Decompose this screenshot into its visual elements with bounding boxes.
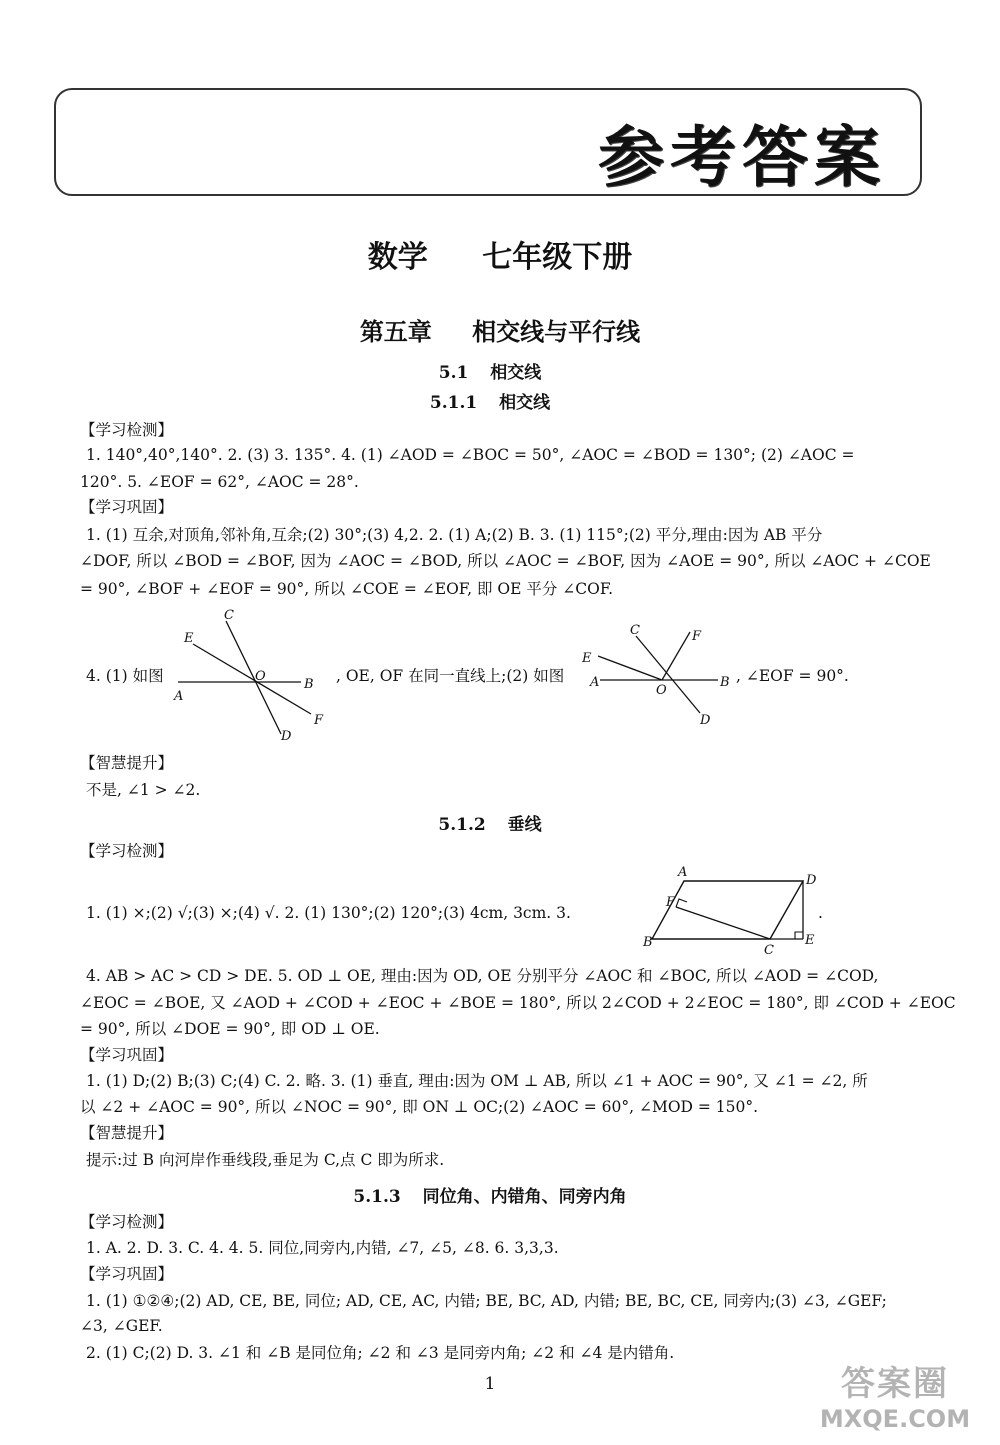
tag-wisdom: 【智慧提升】 xyxy=(80,754,174,772)
tag-check: 【学习检测】 xyxy=(80,842,174,860)
watermark xyxy=(800,1356,990,1436)
section-name: 相交线 xyxy=(490,363,542,383)
answer-line: 1. (1) 互余,对顶角,邻补角,互余;(2) 30°;(3) 4,2. 2. (1) A;(2) B. 3. (1) 115°;(2) 平分,理由:因为 AB 平分 xyxy=(86,526,823,544)
section-number: 5.1 xyxy=(438,363,469,383)
section-number: 5.1.3 xyxy=(353,1187,401,1207)
label-e: E xyxy=(582,651,592,666)
label-b: B xyxy=(304,677,314,692)
watermark-logo-text: 答案圈 xyxy=(841,1364,949,1404)
answer-line: , ∠EOF = 90°. xyxy=(736,667,849,685)
answer-line: 4. (1) 如图 xyxy=(86,667,164,685)
answer-line: 1. (1) ×;(2) √;(3) ×;(4) √. 2. (1) 130°;(2) 120°;(3) 4cm, 3cm. 3. xyxy=(86,904,571,922)
answer-line: 以 ∠2 + ∠AOC = 90°, 所以 ∠NOC = 90°, 即 ON ⊥ OC;(2) ∠AOC = 60°, ∠MOD = 150°. xyxy=(80,1098,759,1116)
answer-line: ∠DOF, 所以 ∠BOD = ∠BOF, 因为 ∠AOC = ∠BOD, 所以 ∠AOC = ∠BOF, 因为 ∠AOE = 90°, 所以 ∠AOC + ∠COE xyxy=(80,552,931,570)
tag-check: 【学习检测】 xyxy=(80,1213,174,1231)
watermark-site: MXQE.COM xyxy=(819,1405,971,1433)
tag-consolidate: 【学习巩固】 xyxy=(80,498,174,516)
section-name: 相交线 xyxy=(499,393,551,413)
section-name: 同位角、内错角、同旁内角 xyxy=(422,1187,627,1207)
label-f: F xyxy=(314,713,324,728)
section-5-1-heading xyxy=(0,358,980,383)
label-b: B xyxy=(643,935,653,950)
label-b: B xyxy=(720,675,730,690)
label-a: A xyxy=(678,865,688,880)
answer-line: 提示:过 B 向河岸作垂线段,垂足为 C,点 C 即为所求. xyxy=(86,1151,445,1169)
label-d: D xyxy=(806,873,817,888)
answer-line: 1. 140°,40°,140°. 2. (3) 3. 135°. 4. (1) ∠AOD = ∠BOC = 50°, ∠AOC = ∠BOD = 130°; (2) ∠AOC = xyxy=(86,446,855,464)
label-c: C xyxy=(224,608,234,623)
section-5-1-3-heading xyxy=(0,1182,980,1207)
label-o: O xyxy=(255,669,266,684)
answer-line: 1. (1) D;(2) B;(3) C;(4) C. 2. 略. 3. (1) 垂直, 理由:因为 OM ⊥ AB, 所以 ∠1 + AOC = 90°, 又 ∠1 = ∠2, 所 xyxy=(86,1072,868,1090)
answer-line: = 90°, 所以 ∠DOE = 90°, 即 OD ⊥ OE. xyxy=(80,1020,380,1038)
chapter-name: 相交线与平行线 xyxy=(472,318,641,346)
figure-intersecting-lines-2 xyxy=(578,618,738,730)
answer-line: = 90°, ∠BOF + ∠EOF = 90°, 所以 ∠COE = ∠EOF, 即 OE 平分 ∠COF. xyxy=(80,580,614,598)
book-title xyxy=(0,232,1000,276)
answer-line: 4. AB > AC > CD > DE. 5. OD ⊥ OE, 理由:因为 OD, OE 分别平分 ∠AOC 和 ∠BOC, 所以 ∠AOD = ∠COD, xyxy=(86,967,879,985)
label-d: D xyxy=(281,729,292,744)
figure-parallelogram xyxy=(640,862,820,954)
label-d: D xyxy=(700,713,711,728)
label-o: O xyxy=(656,683,667,698)
label-c: C xyxy=(764,943,774,954)
label-c: C xyxy=(630,623,640,638)
label-f: F xyxy=(692,629,702,644)
answer-line: ∠EOC = ∠BOE, 又 ∠AOD + ∠COD + ∠EOC + ∠BOE = 180°, 所以 2∠COD + 2∠EOC = 180°, 即 ∠COD + ∠EOC xyxy=(80,994,956,1012)
answer-line: 2. (1) C;(2) D. 3. ∠1 和 ∠B 是同位角; ∠2 和 ∠3 是同旁内角; ∠2 和 ∠4 是内错角. xyxy=(86,1344,675,1362)
banner-title: 参考答案 xyxy=(598,119,886,196)
label-f: F xyxy=(666,895,676,910)
label-a: A xyxy=(174,689,184,704)
answer-line: ∠3, ∠GEF. xyxy=(80,1317,163,1335)
section-name: 垂线 xyxy=(507,815,542,835)
grade: 七年级下册 xyxy=(482,240,633,275)
chapter-title xyxy=(0,312,1000,347)
header-banner xyxy=(54,88,922,196)
subject: 数学 xyxy=(367,240,428,275)
tag-consolidate: 【学习巩固】 xyxy=(80,1265,174,1283)
tag-check: 【学习检测】 xyxy=(80,421,174,439)
section-5-1-2-heading xyxy=(0,810,980,835)
section-5-1-1-heading xyxy=(0,388,980,413)
label-a: A xyxy=(590,675,600,690)
section-number: 5.1.1 xyxy=(429,393,478,413)
label-e: E xyxy=(184,631,194,646)
figure-intersecting-lines-1 xyxy=(168,604,338,744)
section-number: 5.1.2 xyxy=(438,815,486,835)
answer-line: . xyxy=(818,904,823,922)
page-number: 1 xyxy=(484,1374,496,1394)
tag-wisdom: 【智慧提升】 xyxy=(80,1124,174,1142)
label-e: E xyxy=(805,933,815,948)
answer-line: 不是, ∠1 > ∠2. xyxy=(86,781,201,799)
answer-line: 1. (1) ①②④;(2) AD, CE, BE, 同位; AD, CE, AC, 内错; BE, BC, AD, 内错; BE, BC, CE, 同旁内;(3) ∠3, ∠GEF; xyxy=(86,1292,887,1310)
answer-line: , OE, OF 在同一直线上;(2) 如图 xyxy=(336,667,565,685)
tag-consolidate: 【学习巩固】 xyxy=(80,1046,174,1064)
answer-line: 1. A. 2. D. 3. C. 4. 4. 5. 同位,同旁内,内错, ∠7, ∠5, ∠8. 6. 3,3,3. xyxy=(86,1239,559,1257)
answer-line: 120°. 5. ∠EOF = 62°, ∠AOC = 28°. xyxy=(80,473,359,491)
chapter-number: 第五章 xyxy=(359,318,432,346)
